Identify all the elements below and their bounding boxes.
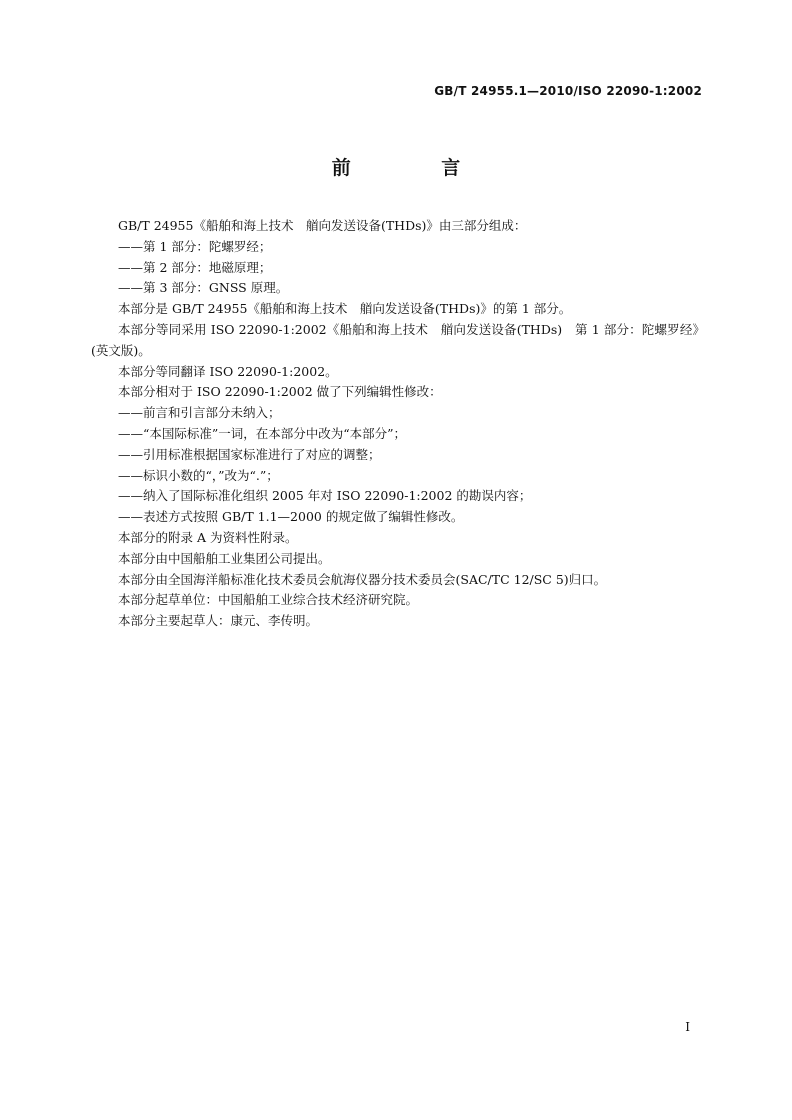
paragraph-annex: 本部分的附录 A 为资料性附录。: [118, 529, 298, 545]
paragraph-proposer: 本部分由中国船舶工业集团公司提出。: [118, 550, 331, 566]
list-item-part3: ——第 3 部分：GNSS 原理。: [118, 280, 289, 296]
foreword-body: [91, 216, 705, 632]
list-item-mod2: ——“本国际标准”一词，在本部分中改为“本部分”；: [118, 425, 407, 441]
paragraph-modifications: 本部分相对于 ISO 22090-1:2002 做了下列编辑性修改：: [118, 384, 442, 400]
list-item-part2: ——第 2 部分：地磁原理；: [118, 259, 272, 275]
list-item-mod6: ——表述方式按照 GB/T 1.1—2000 的规定做了编辑性修改。: [118, 509, 464, 525]
paragraph-drafters: 本部分主要起草人：康元、李传明。: [118, 613, 319, 629]
list-item-mod1: ——前言和引言部分未纳入；: [118, 405, 281, 421]
paragraph-part-of: 本部分是 GB/T 24955《船舶和海上技术 艏向发送设备(THDs)》的第 1 部分。: [118, 301, 572, 317]
list-item-mod4: ——标识小数的“，”改为“.”；: [118, 467, 279, 483]
page-title: 前 言: [331, 157, 503, 179]
list-item-mod5: ——纳入了国际标准化组织 2005 年对 ISO 22090-1:2002 的勘误内容；: [118, 488, 532, 504]
list-item-part1: ——第 1 部分：陀螺罗经；: [118, 238, 272, 254]
list-item-mod3: ——引用标准根据国家标准进行了对应的调整；: [118, 446, 381, 462]
paragraph-drafting-unit: 本部分起草单位：中国船舶工业综合技术经济研究院。: [118, 592, 419, 608]
paragraph-translation: 本部分等同翻译 ISO 22090-1:2002。: [118, 363, 338, 379]
paragraph-committee: 本部分由全国海洋船标准化技术委员会航海仪器分技术委员会(SAC/TC 12/SC 5)归口。: [118, 571, 607, 587]
paragraph-composition: GB/T 24955《船舶和海上技术 艏向发送设备(THDs)》由三部分组成：: [118, 218, 527, 233]
page-number: I: [685, 1020, 690, 1034]
paragraph-adoption: 本部分等同采用 ISO 22090-1:2002《船舶和海上技术 艏向发送设备(THDs) 第 1 部分：陀螺罗经》(英文版)。: [91, 321, 705, 358]
standard-number: GB/T 24955.1—2010/ISO 22090-1:2002: [434, 84, 702, 98]
